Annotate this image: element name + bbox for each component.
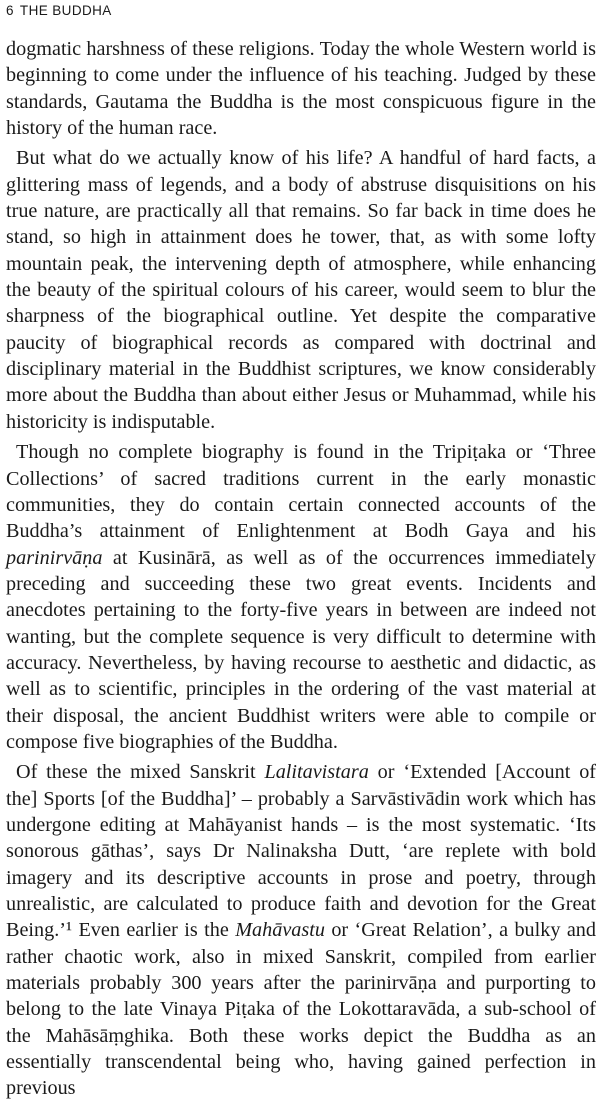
paragraph-1-text: dogmatic harshness of these religions. Today the whole Western world is beginning to come under the influence of his teaching. Judged by these standards, Gautama the Buddha is the most conspicuous figure in the history of the human race. (6, 38, 596, 140)
paragraph-2 (6, 145, 596, 435)
paragraph-4-text-b: or ‘Extended [Account of the] Sports [of the Buddha]’ – probably a Sarvāstivādin work which has undergone editing at Mahāyanist hands – is the most systematic. ‘Its sonorous gāthas’, says Dr Nalinaksha Dutt, ‘are replete with bold imagery and its descriptive accounts in prose and poetry, through unrealistic, are calculated to produce faith and devotion for the Great Being.’¹ Even earlier is the (6, 761, 597, 942)
page-number: 6 (6, 3, 14, 18)
paragraph-3 (6, 439, 596, 755)
paragraph-4-title-lalitavistara: Lalitavistara (264, 761, 369, 784)
paragraph-4-text-a: Of these the mixed Sanskrit (16, 761, 265, 784)
running-title: THE BUDDHA (19, 3, 112, 18)
paragraph-2-text: But what do we actually know of his life? A handful of hard facts, a glittering mass of legends, and a body of abstruse disquisitions on his true nature, are practically all that remains. So far back in time does he stand, so high in attainment does he tower, that, as with some lofty mountain peak, the intervening depth of atmosphere, while enhancing the beauty of the spiritual colours of his career, would seem to blur the sharpness of the biographical outline. Yet despite the comparative paucity of biographical records as compared with doctrinal and disciplinary material in the Buddhist scriptures, we know considerably more about the Buddha than about either Jesus or Muhammad, while his historicity is indisputable. (6, 147, 596, 433)
book-page (6, 0, 597, 1100)
paragraph-4-title-mahavastu: Mahāvastu (235, 919, 325, 942)
paragraph-4 (6, 759, 596, 1101)
paragraph-3-term-parinirvana: parinirvāṇa (6, 546, 103, 569)
body-text (6, 36, 596, 1106)
paragraph-3-text-a: Though no complete biography is found in the Tripiṭaka or ‘Three Collections’ of sacred traditions current in the early monastic communities, they do contain certain connected accounts of the Buddha’s attainment of Enlightenment at Bodh Gaya and his (6, 441, 596, 543)
paragraph-4-text-c: or ‘Great Relation’, a bulky and rather chaotic work, also in mixed Sanskrit, compiled from earlier materials probably 300 years after the parinirvāṇa and purporting to belong to the late Vinaya Piṭaka of the Lokottaravāda, a sub-school of the Mahāsāṃghika. Both these works depict the Buddha as an essentially transcendental being who, having gained perfection in previous (6, 919, 596, 1100)
paragraph-3-text-b: at Kusinārā, as well as of the occurrences immediately preceding and succeeding these two great events. Incidents and anecdotes pertaining to the forty-five years in between are indeed not wanting, but the complete sequence is very difficult to determine with accuracy. Nevertheless, by having recourse to aesthetic and didactic, as well as to scientific, principles in the ordering of the vast material at their disposal, the ancient Buddhist writers were able to compile or compose five biographies of the Buddha. (6, 546, 596, 753)
paragraph-1 (6, 36, 596, 141)
running-head (6, 3, 112, 19)
